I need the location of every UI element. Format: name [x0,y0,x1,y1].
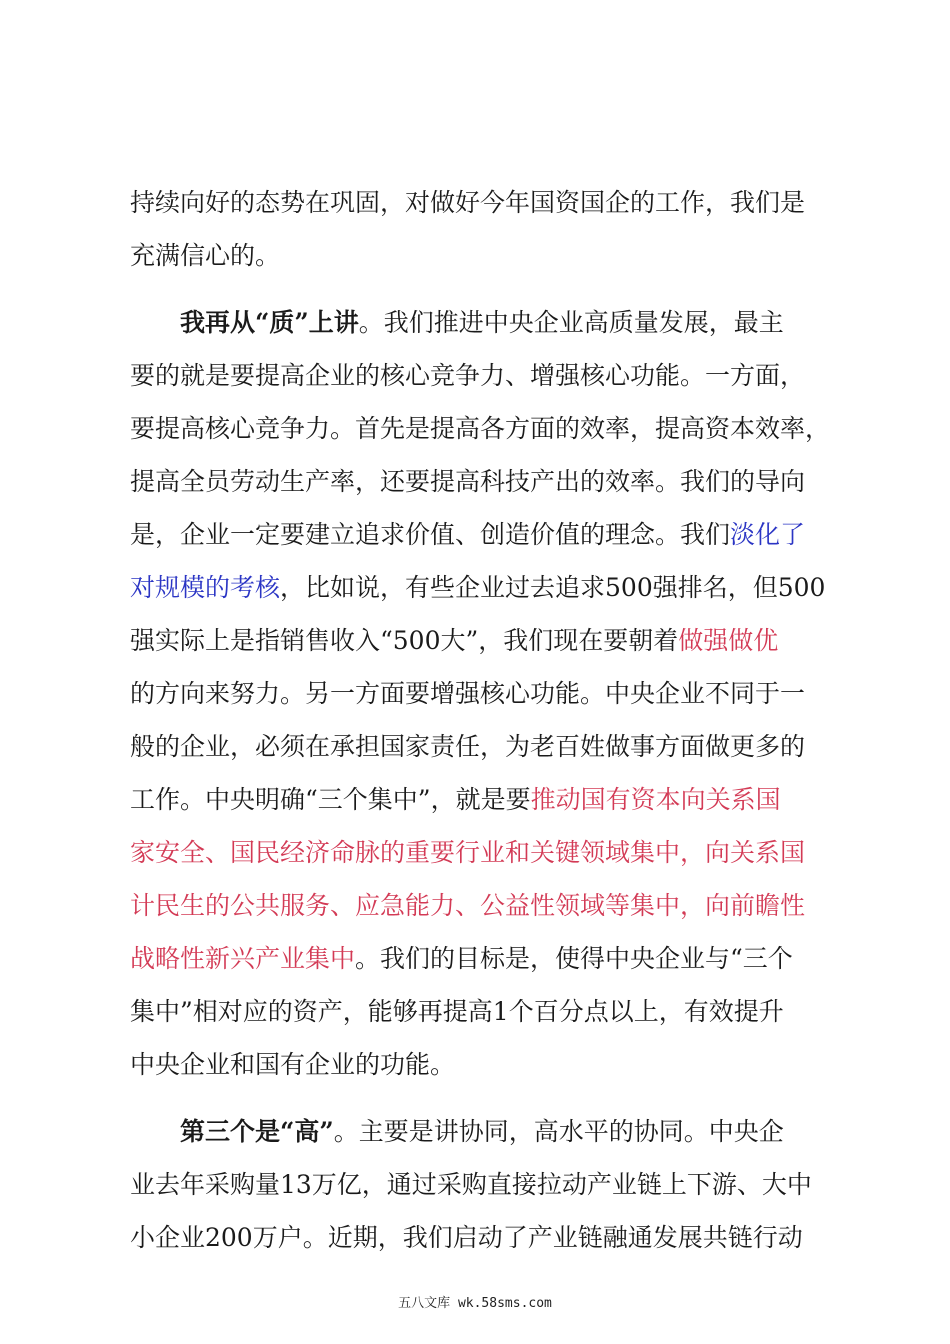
highlight-blue: 淡化了 [730,520,806,549]
highlight-red-line: 家安全、国民经济命脉的重要行业和关键领域集中，向关系国 [130,838,806,867]
text-line: 般的企业，必须在承担国家责任，为老百姓做事方面做更多的 [130,732,806,761]
text-line: 业去年采购量13万亿，通过采购直接拉动产业链上下游、大中 [130,1170,812,1199]
text-segment: 。我们的目标是，使得中央企业与“三个 [355,944,793,973]
text-line [130,296,830,349]
text-line: 要提高核心竞争力。首先是提高各方面的效率，提高资本效率， [130,414,831,443]
text-line: 的方向来努力。另一方面要增强核心功能。中央企业不同于一 [130,679,806,708]
text-line: 充满信心的。 [130,241,281,270]
text-segment: 是，企业一定要建立追求价值、创造价值的理念。我们 [130,520,731,549]
highlight-red: 战略性新兴产业集中 [130,944,356,973]
text-line: 小企业200万户。近期，我们启动了产业链融通发展共链行动 [130,1223,803,1252]
section-lead-heading: 我再从“质”上讲 [180,308,359,337]
footer-watermark: 五八文库 wk.58sms.com [398,1296,552,1311]
text-line [130,508,830,561]
text-line: 集中”相对应的资产，能够再提高1个百分点以上，有效提升 [130,997,784,1026]
text-line [130,932,830,985]
text-line: 要的就是要提高企业的核心竞争力、增强核心功能。一方面， [130,361,806,390]
text-segment: 工作。中央明确“三个集中”，就是要 [130,785,531,814]
text-line [130,1105,830,1158]
text-line [130,561,830,614]
paragraph-3 [130,1105,830,1264]
paragraph-1 [130,176,830,282]
text-line: 中央企业和国有企业的功能。 [130,1050,456,1079]
text-line [130,773,830,826]
highlight-red: 推动国有资本向关系国 [530,785,781,814]
paragraph-2 [130,296,830,1091]
section-lead-heading: 第三个是“高” [180,1117,334,1146]
text-segment: ，比如说，有些企业过去追求500强排名，但500 [280,573,826,602]
highlight-red-line: 计民生的公共服务、应急能力、公益性领域等集中，向前瞻性 [130,891,806,920]
text-segment: 。主要是讲协同，高水平的协同。中央企 [333,1117,784,1146]
text-line [130,614,830,667]
text-segment: 强实际上是指销售收入“500大”，我们现在要朝着 [130,626,679,655]
document-body [130,176,830,1264]
highlight-red: 做强做优 [678,626,779,655]
text-line: 提高全员劳动生产率，还要提高科技产出的效率。我们的导向 [130,467,806,496]
text-segment: 。我们推进中央企业高质量发展，最主 [358,308,784,337]
text-line: 持续向好的态势在巩固，对做好今年国资国企的工作，我们是 [130,188,806,217]
highlight-blue: 对规模的考核 [130,573,281,602]
